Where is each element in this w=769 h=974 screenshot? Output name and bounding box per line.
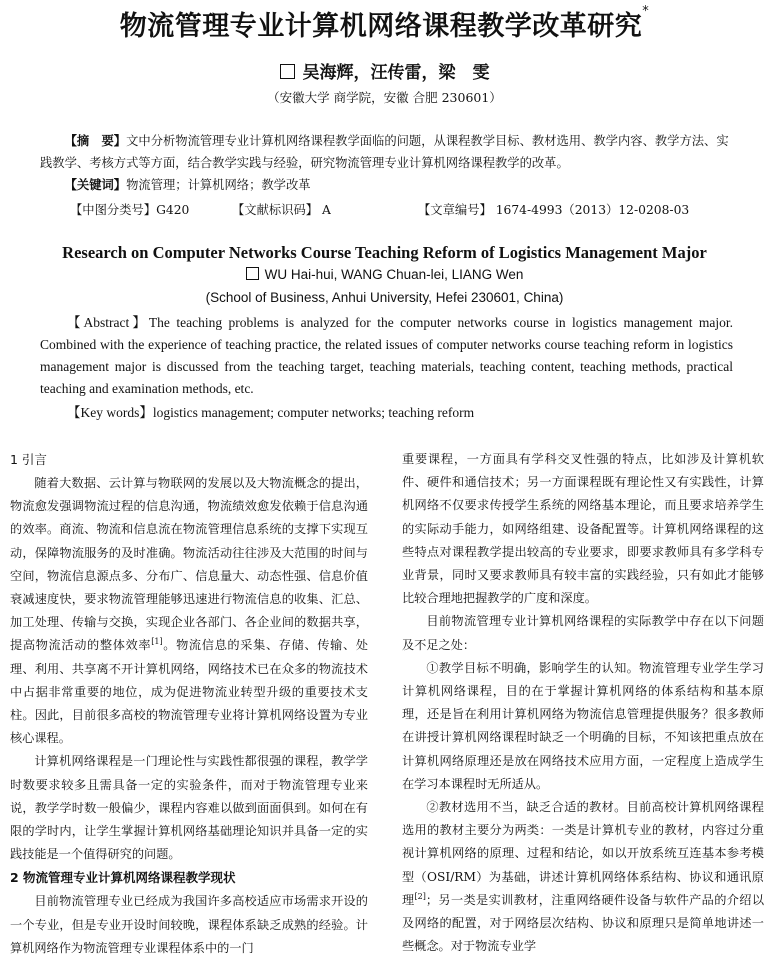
citation: [2]: [414, 891, 426, 901]
en-abstract-label: 【Abstract】: [67, 315, 149, 330]
abstract-cn: [40, 130, 730, 196]
section-heading: 1 引言: [10, 452, 47, 467]
citation: [1]: [151, 637, 163, 647]
doc-code: 【文献标识码】 A: [232, 203, 331, 217]
english-authors: WU Hai-hui, WANG Chuan-lei, LIANG Wen: [0, 267, 769, 282]
en-abstract-text: The teaching problems is analyzed for the computer networks course in logistics management major. Combined with the experience of teaching practice, the related issues of computer networks course teaching reform in logistics management major is discussed from the teaching target, teaching materials, teaching content, teaching methods, practical teaching and examination methods, etc.: [40, 315, 734, 396]
paragraph: 计算机网络课程是一门理论性与实践性都很强的课程，教学学时数要求较多且需具备一定的实验条件，而对于物流管理专业来说，教学学时数一般偏少，课程内容难以做到面面俱到。如何在有限的学时内，让学生掌握计算机网络基础理论知识并具备一定的实践技能是一个值得研究的问题。: [10, 754, 368, 862]
english-keywords: [40, 402, 733, 424]
english-affiliation: (School of Business, Anhui University, Hefei 230601, China): [205, 290, 564, 305]
author-box-icon: [246, 267, 259, 280]
en-keywords-label: 【Key words】: [67, 405, 153, 420]
paragraph: 目前物流管理专业计算机网络课程的实际教学中存在以下问题及不足之处：: [402, 614, 764, 652]
article-number: 【文章编号】 1674-4993（2013）12-0208-03: [418, 203, 690, 217]
affiliation: （安徽大学 商学院，安徽 合肥 230601）: [267, 90, 502, 105]
clc-code: 【中图分类号】G420: [70, 203, 190, 217]
authors: 吴海辉，汪传雷，梁 雯: [0, 58, 769, 83]
paper-title: 物流管理专业计算机网络课程教学改革研究*: [119, 4, 650, 42]
en-keywords-text: logistics management; computer networks; teaching reform: [152, 405, 475, 420]
body-column-left: [10, 448, 368, 960]
paragraph: 目前物流管理专业已经成为我国许多高校适应市场需求开设的一个专业，但是专业开设时间较晚，课程体系缺乏成熟的经验。计算机网络作为物流管理专业课程体系中的一门: [10, 894, 368, 955]
english-title: Research on Computer Networks Course Teaching Reform of Logistics Management Major: [62, 243, 707, 262]
paragraph: ②教材选用不当，缺乏合适的教材。目前高校计算机网络课程选用的教材主要分为两类：一类是计算机专业的教材，内容过分重视计算机网络的原理、过程和结论，如以开放系统互连基本参考模型（OSI/RM）为基础，讲述计算机网络体系结构、协议和通讯原理[2]；另一类是实训教材，注重网络硬件设备与软件产品的介绍以及网络的配置，对于网络层次结构、协议和原理只是简单地讲述一些概念。对于物流专业学: [402, 800, 765, 954]
title-footnote-mark: *: [642, 4, 650, 19]
paragraph: 随着大数据、云计算与物联网的发展以及大物流概念的提出，物流愈发强调物流过程的信息沟通，物流绩效愈发依赖于信息沟通的效率。商流、物流和信息流在物流管理信息系统的支撑下实现互动，保障物流服务的及时准确。物流活动往往涉及大范围的时间与空间，物流信息源点多、分布广、信息量大、动态性强、信息价值衰减速度快，要求物流管理能够迅速进行物流信息的收集、汇总、加工处理、传输与交换，实现企业各部门、各企业间的数据共享，提高物流活动的整体效率[1]。物流信息的采集、存储、传输、处理、利用、共享离不开计算机网络，网络技术已在众多的物流技术中占据非常重要的地位，成为促进物流业转型升级的重要技术支柱。因此，目前很多高校的物流管理专业将计算机网络设置为专业核心课程。: [10, 476, 369, 746]
english-abstract: [40, 312, 733, 400]
paragraph: ①教学目标不明确，影响学生的认知。物流管理专业学生学习计算机网络课程，目的在于掌握计算机网络的体系结构和基本原理，还是旨在利用计算机网络为物流信息管理提供服务？很多教师在讲授计算机网络课程时缺乏一个明确的目标，不知该把重点放在计算机网络原理还是放在网络技术应用方面，一定程度上造成学生在学习本课程时无所适从。: [402, 660, 764, 791]
paragraph: 重要课程，一方面具有学科交叉性强的特点，比如涉及计算机软件、硬件和通信技术；另一方面课程既有理论性又有实践性，计算机网络不仅要求传授学生系统的网络基本理论，而且要求培养学生的实际动手能力，如网络组建、设备配置等。计算机网络课程的这些特点对课程教学提出较高的专业要求，即要求教师具有多学科专业背景，同时又要求教师具有较丰富的实践经验，只有如此才能够比较合理地把握教学的广度和深度。: [402, 452, 764, 606]
section-heading: 2 物流管理专业计算机网络课程教学现状: [10, 870, 236, 886]
body-column-right: [402, 448, 764, 958]
author-box-icon: [280, 64, 295, 79]
keywords-text: 物流管理；计算机网络；教学改革: [126, 178, 311, 192]
abstract-label: 【摘 要】: [64, 133, 127, 148]
abstract-text: 文中分析物流管理专业计算机网络课程教学面临的问题，从课程教学目标、教材选用、教学内容、教学方法、实践教学、考核方式等方面，结合教学实践与经验，研究物流管理专业计算机网络课程教学的改革。: [40, 134, 729, 170]
keywords-label: 【关键词】: [64, 177, 127, 192]
